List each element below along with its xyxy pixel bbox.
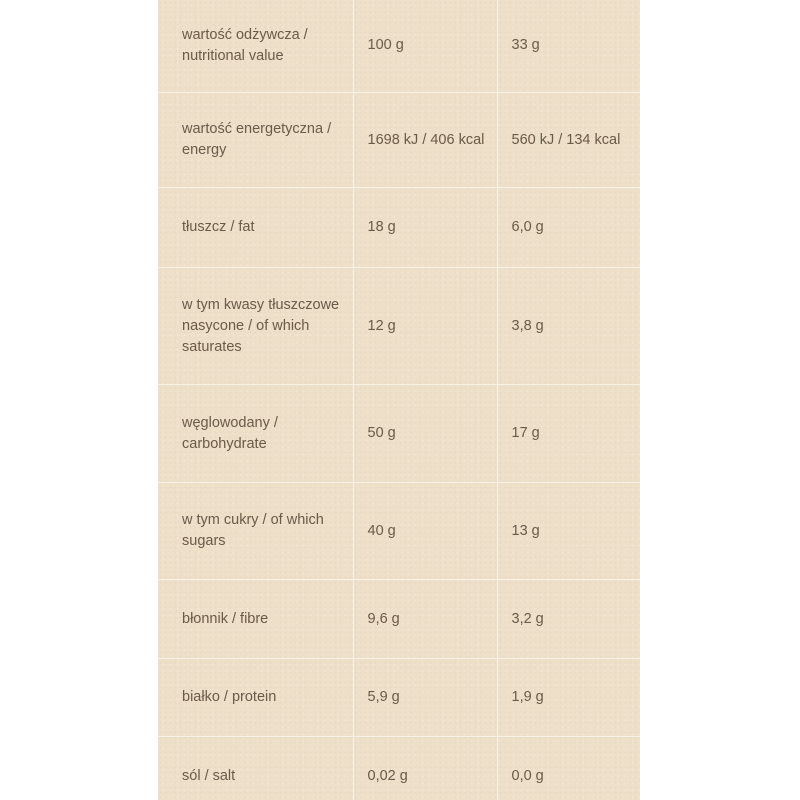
value-per-100g: 5,9 g	[353, 659, 497, 737]
value-per-serving: 13 g	[497, 483, 640, 580]
table-row	[158, 659, 640, 737]
value-per-100g: 1698 kJ / 406 kcal	[353, 93, 497, 188]
table-row	[158, 188, 640, 268]
value-per-100g: 40 g	[353, 483, 497, 580]
value-per-serving: 17 g	[497, 385, 640, 483]
nutrient-label: w tym kwasy tłuszczowe nasycone / of which saturates	[158, 268, 353, 385]
value-per-serving: 3,2 g	[497, 580, 640, 659]
table-row	[158, 0, 640, 93]
value-per-100g: 50 g	[353, 385, 497, 483]
nutrient-label: białko / protein	[158, 659, 353, 737]
nutrition-table	[158, 0, 640, 800]
nutrition-panel	[158, 0, 640, 800]
value-per-100g: 100 g	[353, 0, 497, 93]
value-per-serving: 3,8 g	[497, 268, 640, 385]
table-row	[158, 385, 640, 483]
table-row	[158, 93, 640, 188]
value-per-serving: 33 g	[497, 0, 640, 93]
table-row	[158, 483, 640, 580]
value-per-serving: 1,9 g	[497, 659, 640, 737]
value-per-100g: 0,02 g	[353, 737, 497, 800]
nutrient-label: wartość odżywcza / nutritional value	[158, 0, 353, 93]
nutrient-label: wartość energetyczna / energy	[158, 93, 353, 188]
value-per-100g: 18 g	[353, 188, 497, 268]
value-per-serving: 560 kJ / 134 kcal	[497, 93, 640, 188]
nutrient-label: w tym cukry / of which sugars	[158, 483, 353, 580]
value-per-serving: 0,0 g	[497, 737, 640, 800]
table-row	[158, 737, 640, 800]
nutrient-label: błonnik / fibre	[158, 580, 353, 659]
table-row	[158, 268, 640, 385]
nutrient-label: węglowodany / carbohydrate	[158, 385, 353, 483]
value-per-100g: 9,6 g	[353, 580, 497, 659]
value-per-100g: 12 g	[353, 268, 497, 385]
value-per-serving: 6,0 g	[497, 188, 640, 268]
nutrient-label: sól / salt	[158, 737, 353, 800]
table-row	[158, 580, 640, 659]
nutrient-label: tłuszcz / fat	[158, 188, 353, 268]
